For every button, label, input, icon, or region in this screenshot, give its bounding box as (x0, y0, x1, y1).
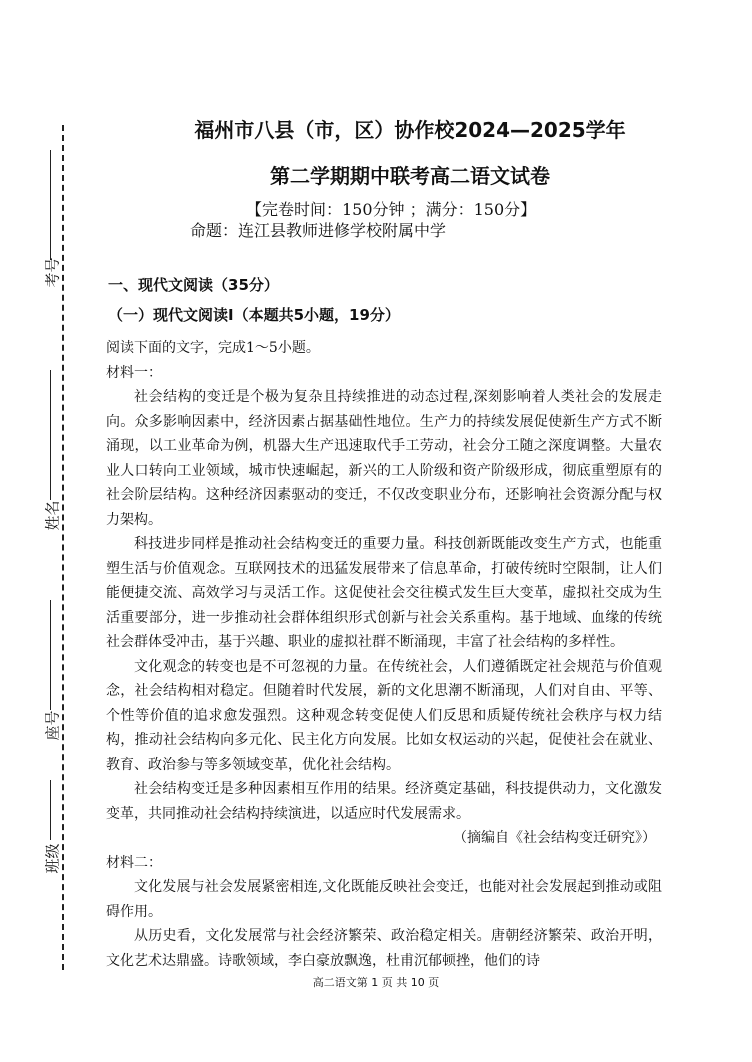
material1-paragraph: 社会结构变迁是多种因素相互作用的结果。经济奠定基础，科技提供动力，文化激发变革，共同推动社会结构持续演进，以适应时代发展需求。 (106, 781, 662, 822)
exam-title-line2: 第二学期期中联考高二语文试卷 (270, 164, 550, 188)
seat-number-label: 座号 (43, 710, 62, 741)
exam-author: 命题：连江县教师进修学校附属中学 (190, 221, 447, 240)
name-label: 姓名 (43, 500, 62, 531)
subsection-heading: （一）现代文阅读Ⅰ（本题共5小题，19分） (108, 306, 400, 324)
name-line (50, 370, 51, 500)
reading-passage (106, 336, 662, 973)
exam-number-label: 考号 (43, 257, 62, 288)
material2-label: 材料二： (106, 854, 162, 871)
instruction: 阅读下面的文字，完成1～5小题。 (106, 340, 320, 356)
material1-source: （摘编自《社会结构变迁研究》） (453, 830, 656, 846)
material2-paragraph: 文化发展与社会发展紧密相连,文化既能反映社会变迁，也能对社会发展起到推动或阻碍作用。 (106, 879, 662, 920)
section-heading: 一、现代文阅读（35分） (108, 276, 279, 294)
binding-margin (0, 0, 100, 1062)
exam-number-line (50, 150, 51, 260)
material1-label: 材料一： (106, 364, 162, 381)
material1-paragraph: 科技进步同样是推动社会结构变迁的重要力量。科技创新既能改变生产方式，也能重塑生活与价值观念。互联网技术的迅猛发展带来了信息革命，打破传统时空限制，让人们能便捷交流、高效学习与灵活工作。这促使社会交往模式发生巨大变革，虚拟社交成为生活重要部分，进一步推动社会群体组织形式创新与社会关系重构。基于地域、血缘的传统社会群体受冲击，基于兴趣、职业的虚拟社群不断涌现，丰富了社会结构的多样性。 (106, 536, 662, 650)
class-label: 班级 (43, 843, 62, 874)
exam-time-score: 【完卷时间：150分钟 ；满分：150分】 (246, 200, 537, 219)
material1-paragraph: 文化观念的转变也是不可忽视的力量。在传统社会，人们遵循既定社会规范与价值观念，社会结构相对稳定。但随着时代发展，新的文化思潮不断涌现，人们对自由、平等、个性等价值的追求愈发强烈。这种观念转变促使人们反思和质疑传统社会秩序与权力结构，推动社会结构向多元化、民主化方向发展。比如女权运动的兴起，促使社会在就业、教育、政治参与等多领域变革，优化社会结构。 (106, 658, 662, 773)
material2-paragraph: 从历史看，文化发展常与社会经济繁荣、政治稳定相关。唐朝经济繁荣、政治开明，文化艺术达鼎盛。诗歌领域，李白豪放飘逸，杜甫沉郁顿挫，他们的诗 (106, 928, 662, 969)
material1-paragraph: 社会结构的变迁是个极为复杂且持续推进的动态过程,深刻影响着人类社会的发展走向。众多影响因素中，经济因素占据基础性地位。生产力的持续发展促使新生产方式不断涌现，以工业革命为例，机器大生产迅速取代手工劳动，社会分工随之深度调整。大量农业人口转向工业领域，城市快速崛起，新兴的工人阶级和资产阶级形成，彻底重塑原有的社会阶层结构。这种经济因素驱动的变迁，不仅改变职业分布，还影响社会资源分配与权力架构。 (106, 389, 662, 528)
seat-number-line (50, 600, 51, 710)
page-footer: 高二语文第 1 页 共 10 页 (312, 976, 440, 989)
class-line (50, 780, 51, 840)
exam-title-line1: 福州市八县（市，区）协作校2024—2025学年 (194, 118, 626, 142)
